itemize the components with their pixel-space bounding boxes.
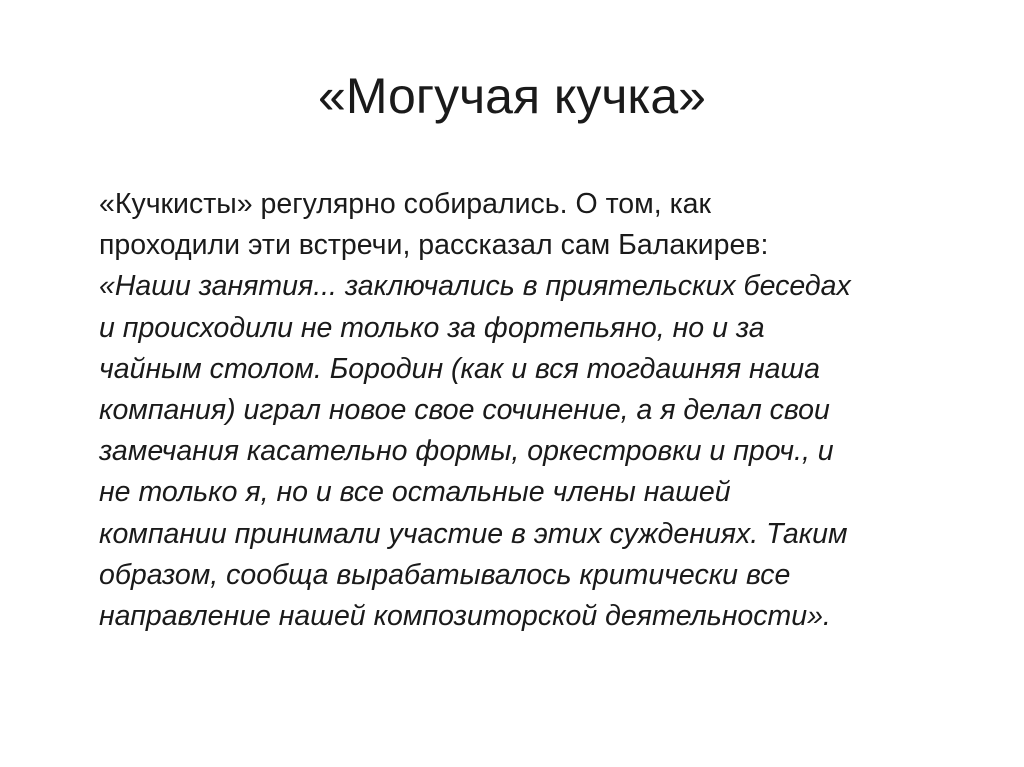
quote-line: направление нашей композиторской деятельности».: [99, 600, 831, 633]
body-line-intro: проходили эти встречи, рассказал сам Балакирев:: [99, 229, 769, 262]
quote-line: «Наши занятия... заключались в приятельских беседах: [99, 270, 851, 303]
quote-line: чайным столом. Бородин (как и вся тогдашняя наша: [99, 352, 821, 385]
quote-line: компании принимали участие в этих суждениях. Таким: [99, 517, 848, 550]
body-line-intro: «Кучкисты» регулярно собирались. О том, как: [99, 188, 711, 220]
quote-line: замечания касательно формы, оркестровки и проч., и: [99, 435, 834, 468]
quote-line: компания) играл новое свое сочинение, а я делал свои: [99, 394, 830, 427]
quote-line: образом, сообща вырабатывалось критически все: [99, 558, 791, 591]
quote-line: и происходили не только за фортепьяно, но и за: [99, 311, 765, 344]
slide-body-text: [99, 184, 979, 637]
slide-title: «Могучая кучка»: [318, 68, 706, 124]
quote-line: не только я, но и все остальные члены нашей: [99, 476, 731, 509]
